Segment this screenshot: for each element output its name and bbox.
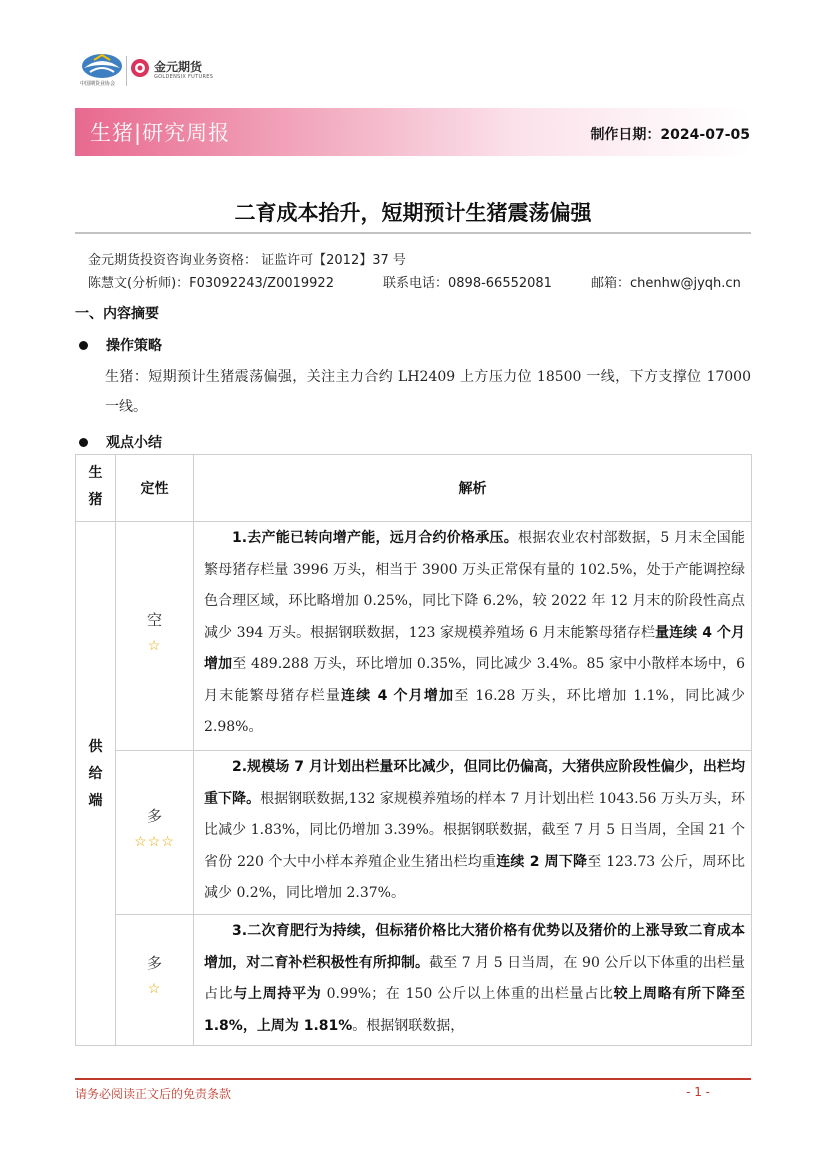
strategy-paragraph: 生猪：短期预计生猪震荡偏强，关注主力合约 LH2409 上方压力位 18500 一线，下方支撑位 17000 一线。 <box>105 369 751 415</box>
footer-rule <box>75 1078 751 1080</box>
header-analysis: 解析 <box>458 481 487 497</box>
table-divider <box>115 750 751 751</box>
analysis-text: 至 123.73 公斤，周环比减少 0.2%，同比增加 2.37%。 <box>204 853 745 901</box>
report-date: 制作日期：2024-07-05 <box>590 127 750 143</box>
analyst-line: 陈慧文(分析师)：F03092243/Z0019922 <box>88 276 334 291</box>
strategy-heading <box>75 335 162 355</box>
analysis-emphasis: 较上周略有所下降至 1.8%，上周为 1.81% <box>204 986 746 1034</box>
header-nature: 定性 <box>140 481 169 497</box>
analysis-cell <box>204 523 745 744</box>
bullet-icon <box>79 438 88 447</box>
strategy-heading-text: 操作策略 <box>106 338 162 354</box>
qualification-line: 金元期货投资咨询业务资格： 证监许可【2012】37 号 <box>88 253 406 268</box>
star-icon: ☆ <box>147 981 162 997</box>
jinyuan-logo-icon <box>130 58 150 82</box>
cfa-logo-icon <box>80 52 124 80</box>
email-line: 邮箱：chenhw@jyqh.cn <box>591 276 741 291</box>
header-product-text: 生猪 <box>88 465 103 508</box>
views-heading-text: 观点小结 <box>106 435 162 451</box>
rating-cell <box>116 805 193 850</box>
star-icon: ☆☆☆ <box>134 834 175 850</box>
analysis-text: 。根据钢联数据， <box>352 1017 465 1034</box>
bullet-icon <box>79 341 88 350</box>
analysis-emphasis: 连续 2 周下降 <box>496 853 588 870</box>
views-table <box>75 454 752 1046</box>
analysis-text: 根据钢联数据,132 家规模养殖场的样本 7 月计划出栏 1043.56 万头万头，环比减少 1.83%，同比仍增加 3.39%。根据钢联数据，截至 7 月 5 日当周，全国 21 个省份 220 个大中小样本养殖企业生猪出栏均重 <box>204 790 745 870</box>
rating-cell <box>116 609 193 654</box>
document-title: 二育成本抬升，短期预计生猪震荡偏强 <box>234 201 592 225</box>
analysis-text: 根据农业农村部数据，5 月末全国能繁母猪存栏量 3996 万头，相当于 3900 万头正常保有量的 102.5%，处于产能调控绿色合理区域，环比略增加 0.25%，同比下降 6.2%，较 2022 年 12 月末的阶段性高点减少 394 万头。根据钢联数据，123 家规模养殖场 6 月末能繁母猪存栏 <box>204 530 746 641</box>
views-heading <box>75 432 162 452</box>
jinyuan-logo-name: 金元期货 <box>154 60 203 74</box>
cfa-logo-text: 中国期货业协会 <box>80 81 116 87</box>
analysis-text: 至 16.28 万头，环比增加 1.1%，同比减少 2.98%。 <box>204 687 745 735</box>
analysis-text: 至 489.288 万头，环比增加 0.35%，同比减少 3.4%。85 家中小散样本场中，6 月末能繁母猪存栏量 <box>204 656 745 704</box>
analysis-text: 截至 7 月 5 日当周，在 90 公斤以下体重的出栏量占比 <box>204 954 745 1002</box>
phone-line: 联系电话：0898-66552081 <box>383 276 552 291</box>
analysis-lead: 1.去产能已转向增产能，远月合约价格承压。 <box>232 530 518 546</box>
analysis-emphasis: 量连续 4 个月增加 <box>204 624 745 672</box>
rating-text: 多 <box>146 807 162 825</box>
rating-text: 多 <box>146 954 162 972</box>
analysis-emphasis: 与上周持平为 <box>233 986 322 1002</box>
star-icon: ☆ <box>147 638 162 654</box>
group-supply-text: 供给端 <box>88 739 103 809</box>
disclaimer-link[interactable]: 请务必阅读正文后的免责条款 <box>75 1087 232 1101</box>
jinyuan-logo-sub: GOLDENSIX FUTURES <box>154 74 214 80</box>
logo-divider <box>126 56 127 86</box>
rating-text: 空 <box>146 611 162 629</box>
rating-cell <box>116 952 193 997</box>
table-divider <box>115 914 751 915</box>
analysis-lead: 3.二次育肥行为持续，但标猪价格比大猪价格有优势以及猪价的上涨导致二育成本增加，对二育补栏积极性有所抑制。 <box>204 923 745 971</box>
group-supply <box>76 734 115 815</box>
analysis-emphasis: 连续 4 个月增加 <box>341 687 455 704</box>
analysis-cell <box>204 752 745 910</box>
section-title: 一、内容摘要 <box>75 306 159 322</box>
report-category: 生猪|研究周报 <box>90 121 231 145</box>
analysis-text: 0.99%；在 150 公斤以上体重的出栏量占比 <box>321 986 614 1002</box>
analysis-lead: 2.规模场 7 月计划出栏量环比减少，但同比仍偏高，大猪供应阶段性偏少，出栏均重下降。 <box>204 759 745 807</box>
page-number: - 1 - <box>686 1085 710 1099</box>
table-divider <box>76 521 751 522</box>
header-product <box>76 460 115 514</box>
title-divider <box>75 232 751 234</box>
analysis-cell <box>204 916 745 1042</box>
